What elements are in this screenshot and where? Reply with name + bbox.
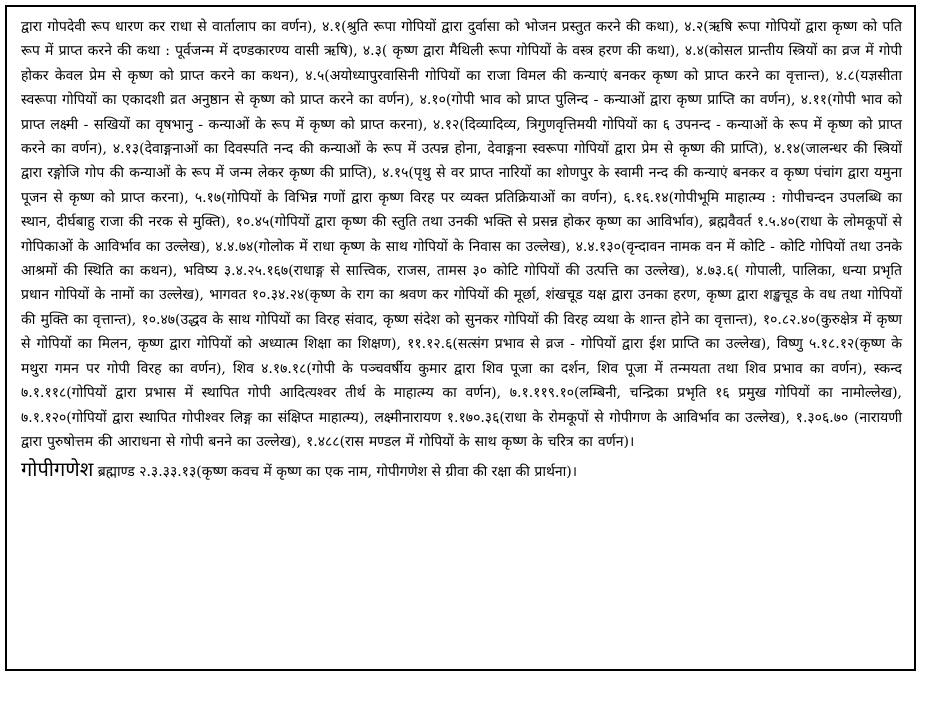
entry-source: ब्रह्माण्ड: [97, 464, 135, 481]
entry-body: २.३.३३.१३(कृष्ण कवच में कृष्ण का एक नाम, गोपीगणेश से ग्रीवा की रक्षा की प्रार्थना)।: [134, 464, 578, 481]
dictionary-entry: [21, 456, 902, 485]
entry-headword: गोपीगणेश: [21, 457, 94, 482]
page-frame: [5, 5, 916, 671]
entry-continuation-text: द्वारा गोपदेवी रूप धारण कर राधा से वार्तालाप का वर्णन), ४.१(श्रुति रूपा गोपियों द्वारा दुर्वासा को भोजन प्रस्तुत करने की कथा), ४.२(ऋषि रूपा गोपियों द्वारा कृष्ण को पति रूप में प्राप्त करने की कथा : पूर्वजन्म में दण्डकारण्य वासी ऋषि), ४.३( कृष्ण द्वारा मैथिली रूपा गोपियों के वस्त्र हरण की कथा), ४.४(कोसल प्रान्तीय स्त्रियों का व्रज में गोपी होकर केवल प्रेम से कृष्ण को प्राप्त करने का कथन), ४.५(अयोध्यापुरवासिनी गोपियों का राजा विमल की कन्याएं बनकर कृष्ण को प्राप्त करने का वृत्तान्त), ४.८(यज्ञसीता स्वरूपा गोपियों का एकादशी व्रत अनुष्ठान से कृष्ण को प्राप्त करने का वर्णन), ४.१०(गोपी भाव को प्राप्त पुलिन्द - कन्याओं द्वारा कृष्ण प्राप्ति का वर्णन), ४.११(गोपी भाव को प्राप्त लक्ष्मी - सखियों का वृषभानु - कन्याओं के रूप में कृष्ण को प्राप्त करना), ४.१२(दिव्यादिव्य, त्रिगुणवृत्तिमयी गोपियों का ६ उपनन्द - कन्याओं के रूप में कृष्ण को प्राप्त करने का वर्णन), ४.१३(देवाङ्गनाओं का दिवस्पति नन्द की कन्याओं के रूप में उत्पन्न होना, देवाङ्गना स्वरूपा गोपियों द्वारा प्रेम से कृष्ण की प्राप्ति), ४.१४(जालन्धर की स्त्रियों द्वारा रङ्गोजि गोप की कन्याओं के रूप में जन्म लेकर कृष्ण की प्राप्ति), ४.१५(पृथु से वर प्राप्त नारियों का शोणपुर के स्वामी नन्द की कन्याएं बनकर व कृष्ण पंचांग द्वारा यमुना पूजन से कृष्ण को प्राप्त करना), ५.१७(गोपियों के विभिन्न गणों द्वारा कृष्ण विरह पर व्यक्त प्रतिक्रियाओं का वर्णन), ६.१६.१४(गोपीभूमि माहात्म्य : गोपीचन्दन उपलब्धि का स्थान, दीर्घबाहु राजा की नरक से मुक्ति), १०.४५(गोपियों द्वारा कृष्ण की स्तुति तथा उनकी भक्ति से प्रसन्न होकर कृष्ण का आविर्भाव), ब्रह्मवैवर्त १.५.४०(राधा के लोमकूपों से गोपिकाओं के आविर्भाव का उल्लेख), ४.४.७४(गोलोक में राधा कृष्ण के साथ गोपियों के निवास का उल्लेख), ४.४.१३०(वृन्दावन नामक वन में कोटि - कोटि गोपियों तथा उनके आश्रमों की स्थिति का कथन), भविष्य ३.४.२५.१६७(राधाङ्ग से सात्त्विक, राजस, तामस ३० कोटि गोपियों की उत्पत्ति का उल्लेख), ४.७३.६( गोपाली, पालिका, धन्या प्रभृति प्रधान गोपियों के नामों का उल्लेख), भागवत १०.३४.२४(कृष्ण के राग का श्रवण कर गोपियों की मूर्छा, शंखचूड यक्ष द्वारा उनका हरण, कृष्ण द्वारा शङ्खचूड के वध तथा गोपियों की मुक्ति का वृत्तान्त), १०.४७(उद्धव के साथ गोपियों का विरह संवाद, कृष्ण संदेश को सुनकर गोपियों की विरह व्यथा के शान्त होने का वृत्तान्त), १०.८२.४०(कुरुक्षेत्र में कृष्ण से गोपियों का मिलन, कृष्ण द्वारा गोपियों को अध्यात्म शिक्षा का शिक्षण), ११.१२.६(सत्संग प्रभाव से व्रज - गोपियों द्वारा ईश प्राप्ति का उल्लेख), विष्णु ५.१८.१२(कृष्ण के मथुरा गमन पर गोपी विरह का वर्णन), शिव ४.१७.१८(गोपी के पञ्चवर्षीय कुमार द्वारा शिव पूजा का दर्शन, शिव पूजा में तन्मयता तथा शिव प्रभाव का वर्णन), स्कन्द ७.१.११८(गोपियों द्वारा प्रभास में स्थापित गोपी आदित्यश्वर तीर्थ के माहात्म्य का वर्णन), ७.१.११९.१०(लम्बिनी, चन्द्रिका प्रभृति १६ प्रमुख गोपियों का नामोल्लेख), ७.१.१२०(गोपियों द्वारा स्थापित गोपीश्वर लिङ्ग का संक्षिप्त माहात्म्य), लक्ष्मीनारायण १.१७०.३६(राधा के रोमकूपों से गोपीगण के आविर्भाव का उल्लेख), १.३०६.७० (नारायणी द्वारा पुरुषोत्तम की आराधना से गोपी बनने का उल्लेख), १.४८८(रास मण्डल में गोपियों के साथ कृष्ण के चरित्र का वर्णन)।: [21, 19, 902, 450]
